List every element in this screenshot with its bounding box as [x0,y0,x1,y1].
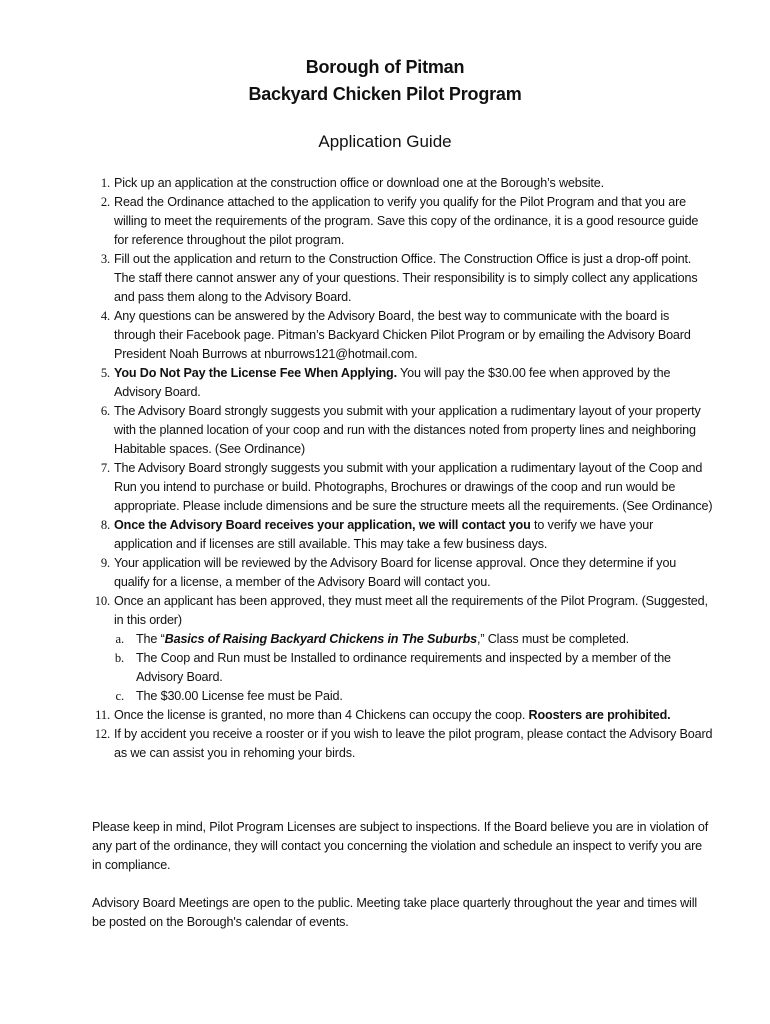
meetings-paragraph: Advisory Board Meetings are open to the public. Meeting take place quarterly throughout the year and times will be posted on the Borough's calendar of events. [92,896,697,929]
list-item [92,516,714,554]
program-title: Backyard Chicken Pilot Program [248,84,522,104]
list-item [92,554,714,592]
item-text: to verify we have your application and if licenses are still available. This may take a few business days. [114,518,654,551]
list-item [92,193,714,250]
item-number: 9. [100,556,110,570]
item-text: Read the Ordinance attached to the application to verify you qualify for the Pilot Program and that you are willing to meet the requirements of the program. Save this copy of the ordinance, it is a good resource guide for reference throughout the pilot program. [114,195,699,247]
sub-item-letter: b. [114,651,124,665]
item-number: 4. [100,309,110,323]
sub-item-pre-text: The “ [136,632,165,646]
item-text: You will pay the $30.00 fee when approved by the Advisory Board. [114,366,671,399]
list-item [92,307,714,364]
item-number: 10. [94,594,110,608]
item-number: 11. [95,708,110,722]
item-text: If by accident you receive a rooster or if you wish to leave the pilot program, please contact the Advisory Board as we can assist you in rehoming your birds. [114,727,713,760]
sub-list-item [92,649,714,687]
guide-subtitle: Application Guide [318,132,452,151]
sub-item-text: The Coop and Run must be Installed to ordinance requirements and inspected by a member of the Advisory Board. [136,651,671,684]
item-bold-text: Roosters are prohibited. [528,708,671,722]
sub-list-item [92,630,714,649]
list-item [92,459,714,516]
sub-item-post-text: ,” Class must be completed. [477,632,630,646]
item-number: 2. [100,195,110,209]
steps-list [92,174,714,763]
inspections-paragraph: Please keep in mind, Pilot Program Licenses are subject to inspections. If the Board believe you are in violation of any part of the ordinance, they will contact you concerning the violation and schedule an inspect to verify you are in compliance. [92,820,709,872]
item-number: 6. [100,404,110,418]
item-text: Once an applicant has been approved, they must meet all the requirements of the Pilot Program. (Suggested, in this order) [114,594,708,627]
item-bold-text: You Do Not Pay the License Fee When Applying. [114,366,397,380]
item-number: 12. [94,727,110,741]
title-block [0,54,770,108]
item-number: 5. [100,366,110,380]
sub-item-letter: c. [115,689,124,703]
list-item [92,592,714,630]
item-text: Fill out the application and return to the Construction Office. The Construction Office is just a drop-off point. The staff there cannot answer any of your questions. Their responsibility is to simply collect any applications and pass them along to the Advisory Board. [114,252,698,304]
sub-item-letter: a. [115,632,124,646]
item-text: Your application will be reviewed by the Advisory Board for license approval. Once they determine if you qualify for a license, a member of the Advisory Board will contact you. [114,556,677,589]
list-item [92,402,714,459]
item-text: Pick up an application at the construction office or download one at the Borough’s website. [114,176,604,190]
item-text: Any questions can be answered by the Advisory Board, the best way to communicate with the board is through their Facebook page. Pitman’s Backyard Chicken Pilot Program or by emailing the Advisory Board President Noah Burrows at nburrows121@hotmail.com. [114,309,691,361]
sub-item-text: The $30.00 License fee must be Paid. [136,689,343,703]
list-item [92,706,714,725]
item-number: 7. [100,461,110,475]
item-number: 8. [100,518,110,532]
item-text: Once the license is granted, no more than 4 Chickens can occupy the coop. [114,708,529,722]
list-item [92,725,714,763]
item-number: 1. [100,176,110,190]
item-text: The Advisory Board strongly suggests you submit with your application a rudimentary layout of the Coop and Run you intend to purchase or build. Photographs, Brochures or drawings of the coop and run would be appropriate. Please include dimensions and be sure the structure meets all the requirements. (See Ordinance) [114,461,713,513]
list-item [92,174,714,193]
document-title: Borough of Pitman [305,57,465,77]
list-item [92,364,714,402]
item-text: The Advisory Board strongly suggests you submit with your application a rudimentary layout of your property with the planned location of your coop and run with the distances noted from property lines and neighboring Habitable spaces. (See Ordinance) [114,404,701,456]
course-title: Basics of Raising Backyard Chickens in The Suburbs [164,632,477,646]
list-item [92,250,714,307]
item-number: 3. [100,252,110,266]
sub-list-item [92,687,714,706]
item-bold-text: Once the Advisory Board receives your application, we will contact you [114,518,531,532]
